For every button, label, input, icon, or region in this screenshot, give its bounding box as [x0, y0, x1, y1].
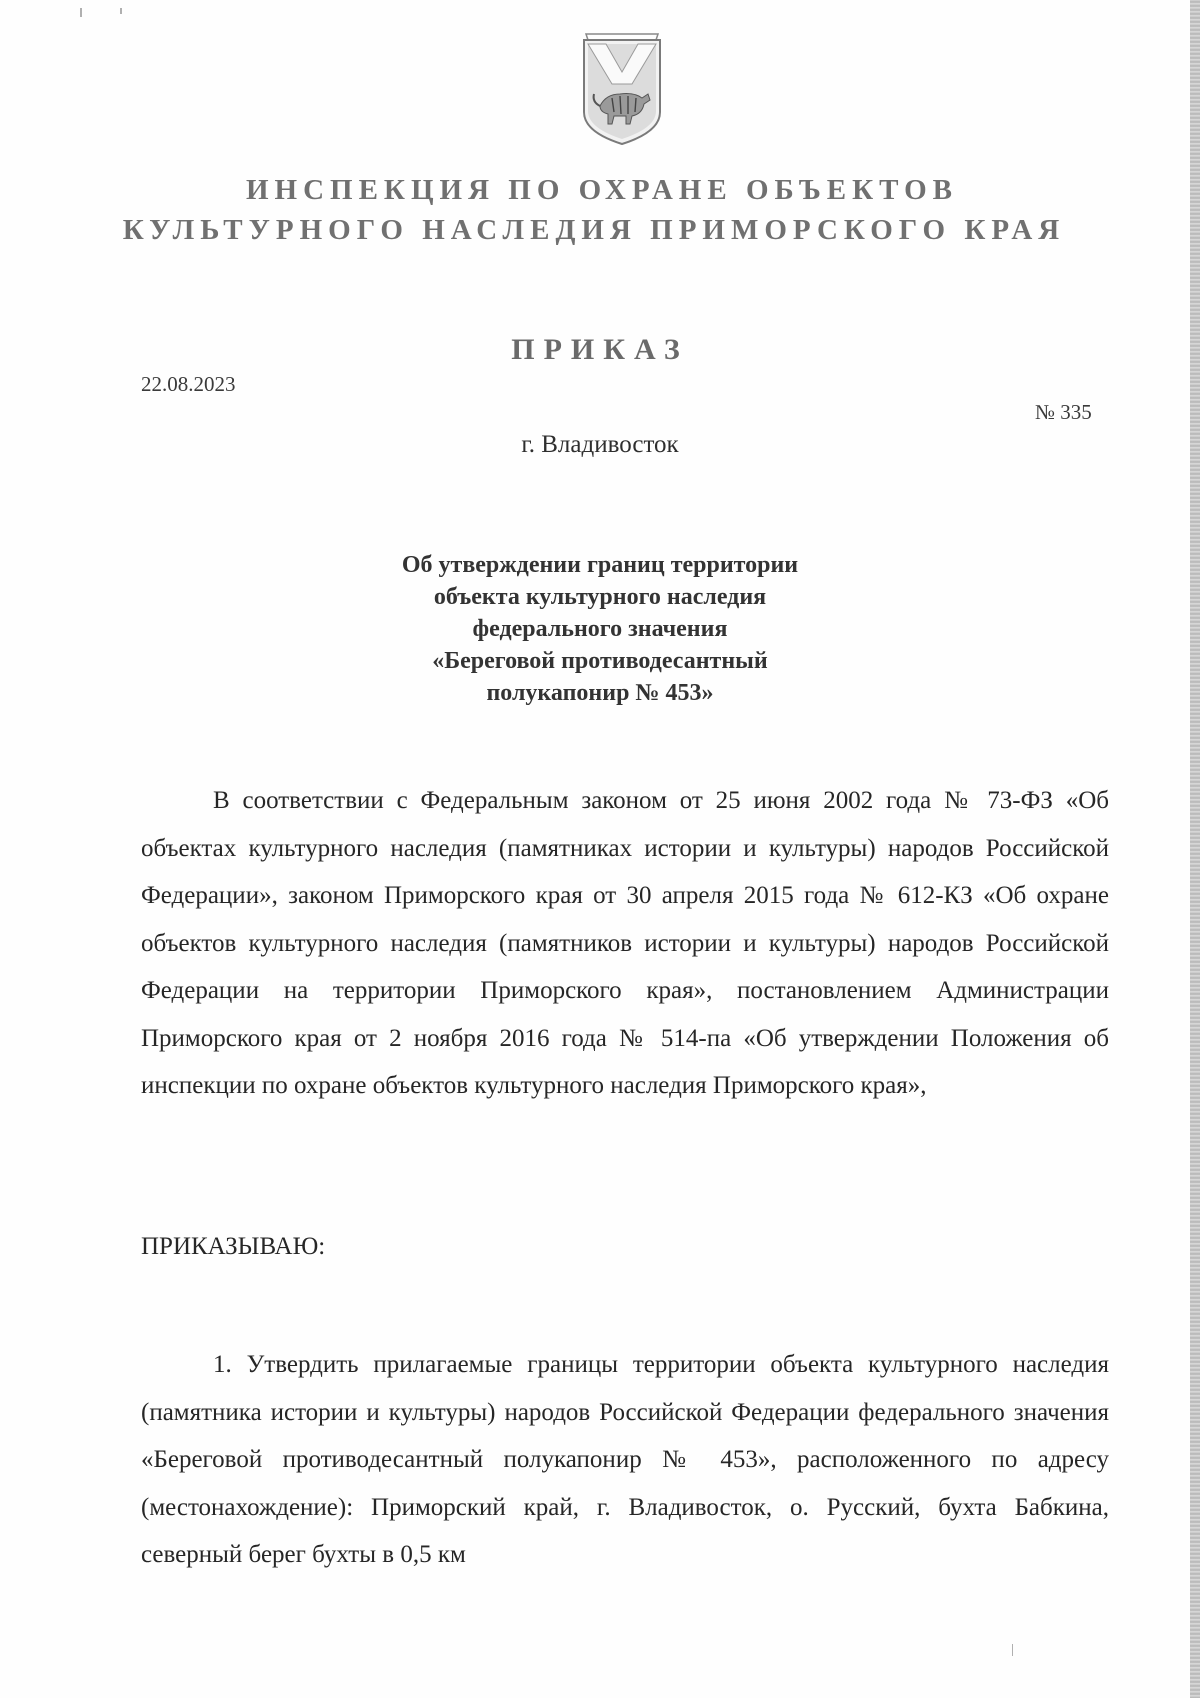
scan-artifact [120, 8, 122, 14]
item-1-text: 1. Утвердить прилагаемые границы территории объекта культурного наследия (памятника истории и культуры) народов Российской Федерации федерального значения «Береговой противодесантный полукапонир № 453», расположенного по адресу (местонахождение): Приморский край, г. Владивосток, о. Русский, бухта Бабкина, северный берег бухты в 0,5 км [141, 1351, 1109, 1568]
subject-line: федерального значения [472, 616, 728, 642]
subject-line: «Береговой противодесантный [432, 648, 768, 674]
order-subject [0, 549, 1200, 709]
agency-name-line-2: КУЛЬТУРНОГО НАСЛЕДИЯ ПРИМОРСКОГО КРАЯ [122, 214, 1066, 246]
order-date: 22.08.2023 [141, 372, 236, 396]
order-number: № 335 [1035, 400, 1092, 424]
scan-artifact [80, 8, 82, 17]
scan-artifact [1012, 1644, 1013, 1656]
subject-line: Об утверждении границ территории [401, 552, 799, 578]
order-city: г. Владивосток [521, 431, 679, 458]
directive-heading: ПРИКАЗЫВАЮ: [141, 1233, 326, 1260]
preamble-paragraph [141, 777, 1109, 1110]
subject-line: полукапонир № 453» [486, 680, 714, 706]
subject-line: объекта культурного наследия [433, 584, 767, 610]
primorsky-krai-coat-of-arms-icon [576, 28, 668, 148]
item-1-paragraph [141, 1341, 1109, 1579]
order-title: ПРИКАЗ [511, 333, 689, 366]
agency-name-line-1: ИНСПЕКЦИЯ ПО ОХРАНЕ ОБЪЕКТОВ [245, 174, 959, 206]
scan-edge-shading [1190, 0, 1200, 1698]
preamble-text: В соответствии с Федеральным законом от 25 июня 2002 года № 73-ФЗ «Об объектах культурного наследия (памятниках истории и культуры) народов Российской Федерации», законом Приморского края от 30 апреля 2015 года № 612-КЗ «Об охране объектов культурного наследия (памятников истории и культуры) народов Российской Федерации на территории Приморского края», постановлением Администрации Приморского края от 2 ноября 2016 года № 514-па «Об утверждении Положения об инспекции по охране объектов культурного наследия Приморского края», [141, 787, 1109, 1099]
